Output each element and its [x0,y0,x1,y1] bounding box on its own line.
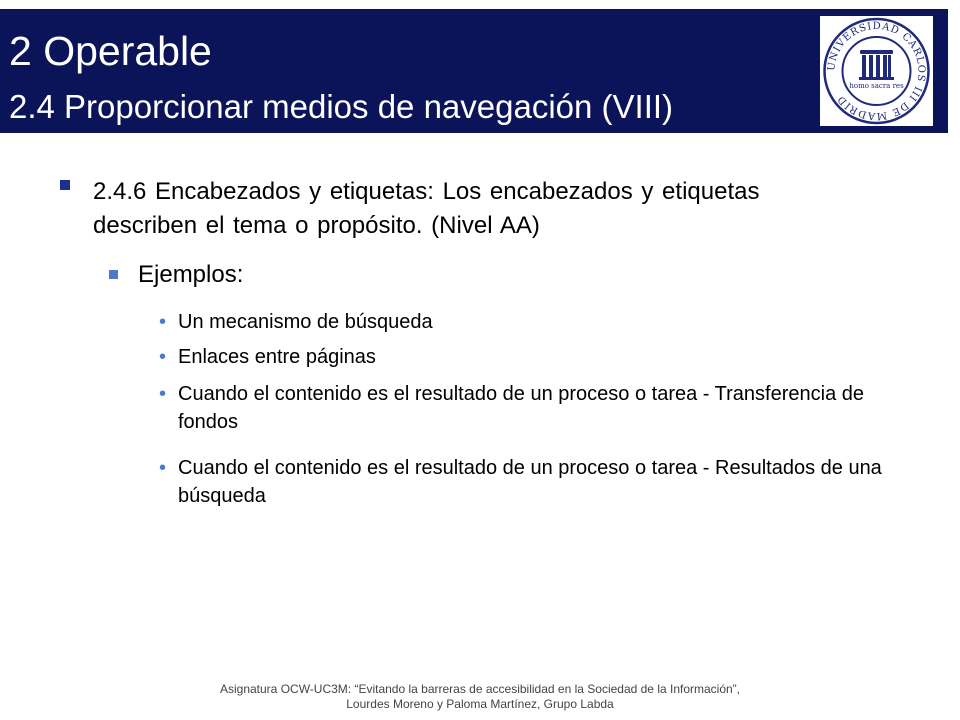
bullet-dot-icon: • [159,383,167,405]
bullet-dot-icon: • [159,311,167,333]
examples-heading: Ejemplos: [138,261,244,288]
slide-footer [0,682,960,712]
example-text: Cuando el contenido es el resultado de un proceso o tarea - Resultados de una búsqueda [178,457,882,507]
example-text: Enlaces entre páginas [178,346,376,368]
bullet-dot-icon: • [159,457,167,479]
uc3m-seal-icon [820,16,933,126]
example-text: Un mecanismo de búsqueda [178,311,433,333]
level2-bullet-icon [109,270,118,279]
criterion-text: 2.4.6 Encabezados y etiquetas: Los encabezados y etiquetas describen el tema o propósito. (Nivel AA) [93,178,760,239]
university-logo [820,16,933,126]
slide-title: 2 Operable [9,28,212,74]
bullet-dot-icon: • [159,346,167,368]
level1-bullet-icon [60,180,70,190]
slide-subtitle: 2.4 Proporcionar medios de navegación (VIII) [9,88,674,125]
footer-line-authors: Lourdes Moreno y Paloma Martínez, Grupo Labda [346,697,614,711]
slide-header [0,9,948,133]
example-text: Cuando el contenido es el resultado de un proceso o tarea - Transferencia de fondos [178,383,864,433]
seal-ring-text: UNIVERSIDAD CARLOS III DE MADRID [826,20,927,122]
seal-motto: homo sacra res [849,82,904,90]
footer-line-course: Asignatura OCW-UC3M: “Evitando la barreras de accesibilidad en la Sociedad de la Información”, [219,682,741,696]
